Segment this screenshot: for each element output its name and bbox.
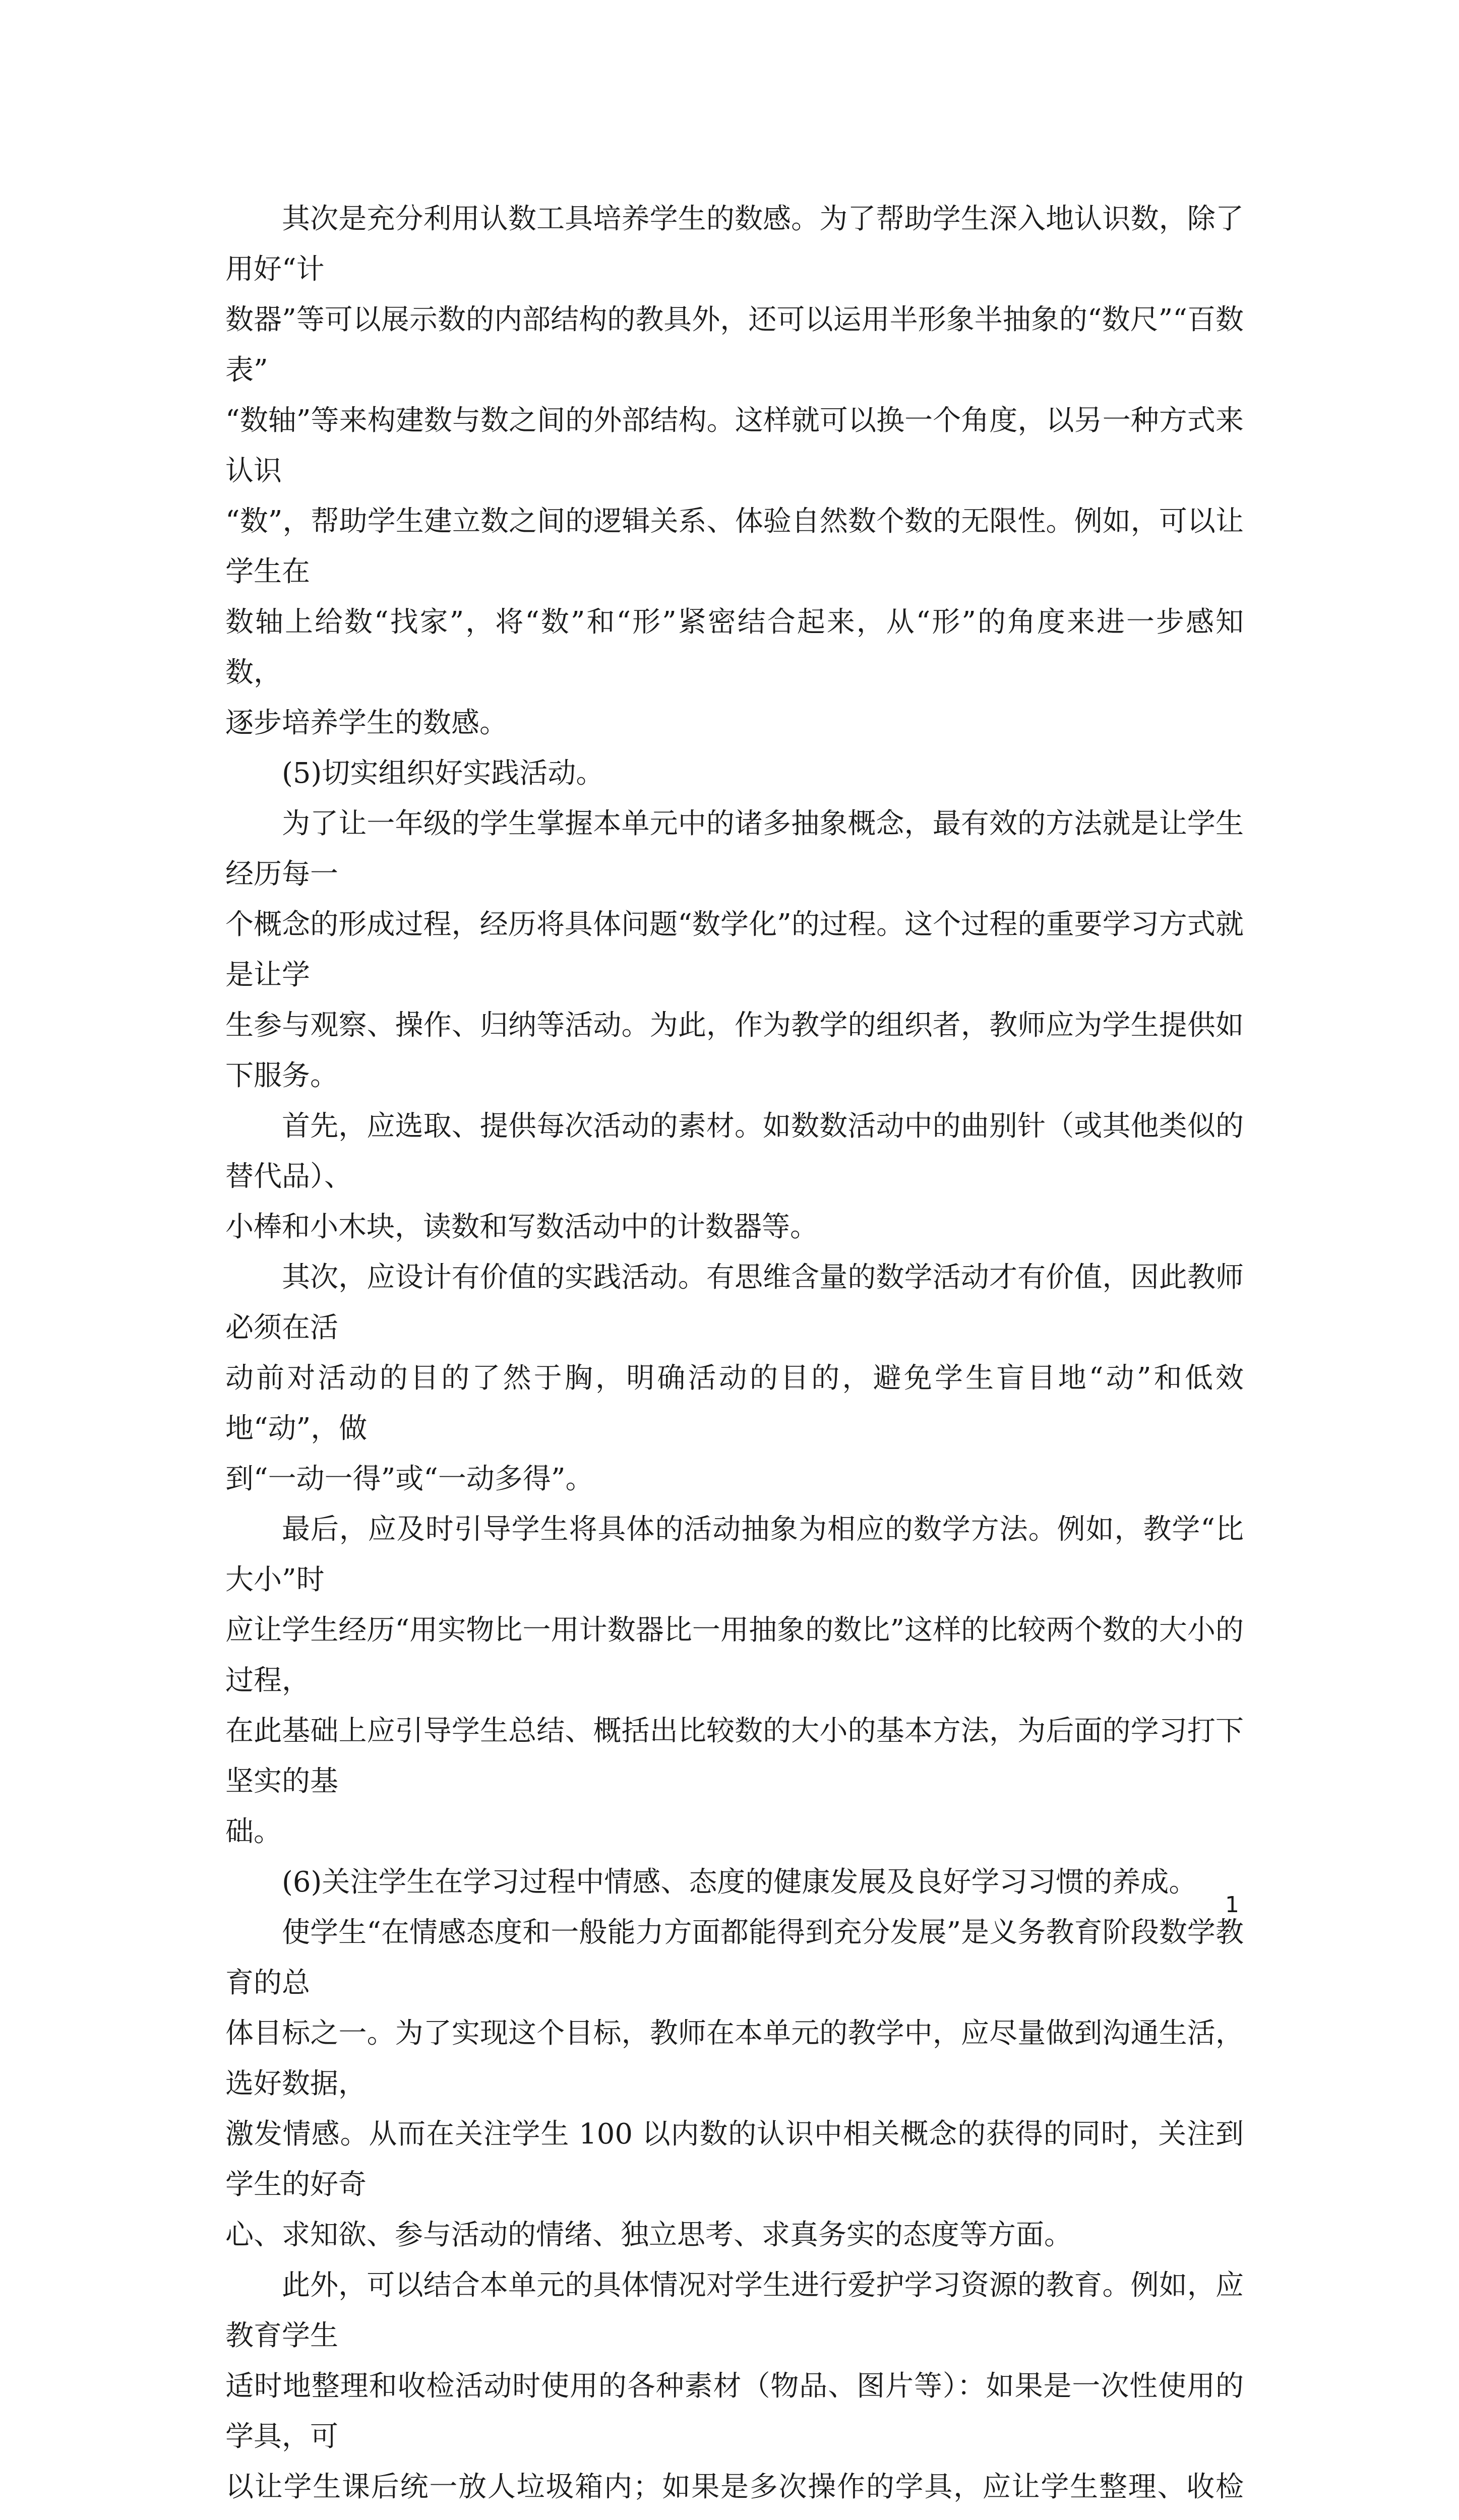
paragraph-finally-abstract: 最后，应及时引导学生将具体的活动抽象为相应的数学方法。例如，教学“比大小”时 应让学生经历“用实物比一用计数器比一用抽象的数比”这样的比较两个数的大小的过程， 在此基础上应引导学生总结、概括出比较数的大小的基本方法，为后面的学习打下坚实的基 础。 (225, 1513, 1244, 1848)
paragraph-first-materials: 首先，应选取、提供每次活动的素材。如数数活动中的曲别针（或其他类似的替代品）、 小棒和小木块，读数和写数活动中的计数器等。 (225, 1110, 1244, 1243)
page-number: 1 (1225, 1892, 1239, 1918)
paragraph-overall-goal: 使学生“在情感态度和一般能力方面都能得到充分发展”是义务教育阶段数学教育的总 体目标之一。为了实现这个目标，教师在本单元的教学中，应尽量做到沟通生活，选好数据， 激发情感。从而在关注学生 100 以内数的认识中相关概念的获得的同时，关注到学生的好奇 心、求知欲、参与活动的情绪、独立思考、求真务实的态度等方面。 (225, 1916, 1244, 2251)
paragraph-concept-formation: 为了让一年级的学生掌握本单元中的诸多抽象概念，最有效的方法就是让学生经历每一 个概念的形成过程，经历将具体问题“数学化”的过程。这个过程的重要学习方式就是让学 生参与观察、操作、归纳等活动。为此，作为教学的组织者，教师应为学生提供如下服务。 (225, 807, 1244, 1092)
paragraph-second-design: 其次，应设计有价值的实践活动。有思维含量的数学活动才有价值，因此教师必须在活 动前对活动的目的了然于胸，明确活动的目的，避免学生盲目地“动”和低效地“动”，做 到“一动一得”或“一动多得”。 (225, 1261, 1244, 1495)
document-body (225, 194, 1244, 2520)
heading-emotion-habits: (6)关注学生在学习过程中情感、态度的健康发展及良好学习习惯的养成。 (282, 1866, 1197, 1899)
paragraph-learning-resources: 此外，可以结合本单元的具体情况对学生进行爱护学习资源的教育。例如，应教育学生 适时地整理和收检活动时使用的各种素材（物品、图片等）：如果是一次性使用的学具，可 以让学生课后统一放人垃圾箱内；如果是多次操作的学具，应让学生整理、收检 (225, 2269, 1244, 2503)
paragraph-number-sense-tools: 其次是充分利用认数工具培养学生的数感。为了帮助学生深入地认识数，除了用好“计 数器”等可以展示数的内部结构的教具外，还可以运用半形象半抽象的“数尺”“百数表” “数轴”等来构建数与数之间的外部结构。这样就可以换一个角度，以另一种方式来认识 “数”，帮助学生建立数之间的逻辑关系、体验自然数个数的无限性。例如，可以让学生在 数轴上给数“找家”，将“数”和“形”紧密结合起来，从“形”的角度来进一步感知数， 逐步培养学生的数感。 (225, 203, 1244, 739)
heading-practice-activities: (5)切实组织好实践活动。 (282, 757, 604, 790)
